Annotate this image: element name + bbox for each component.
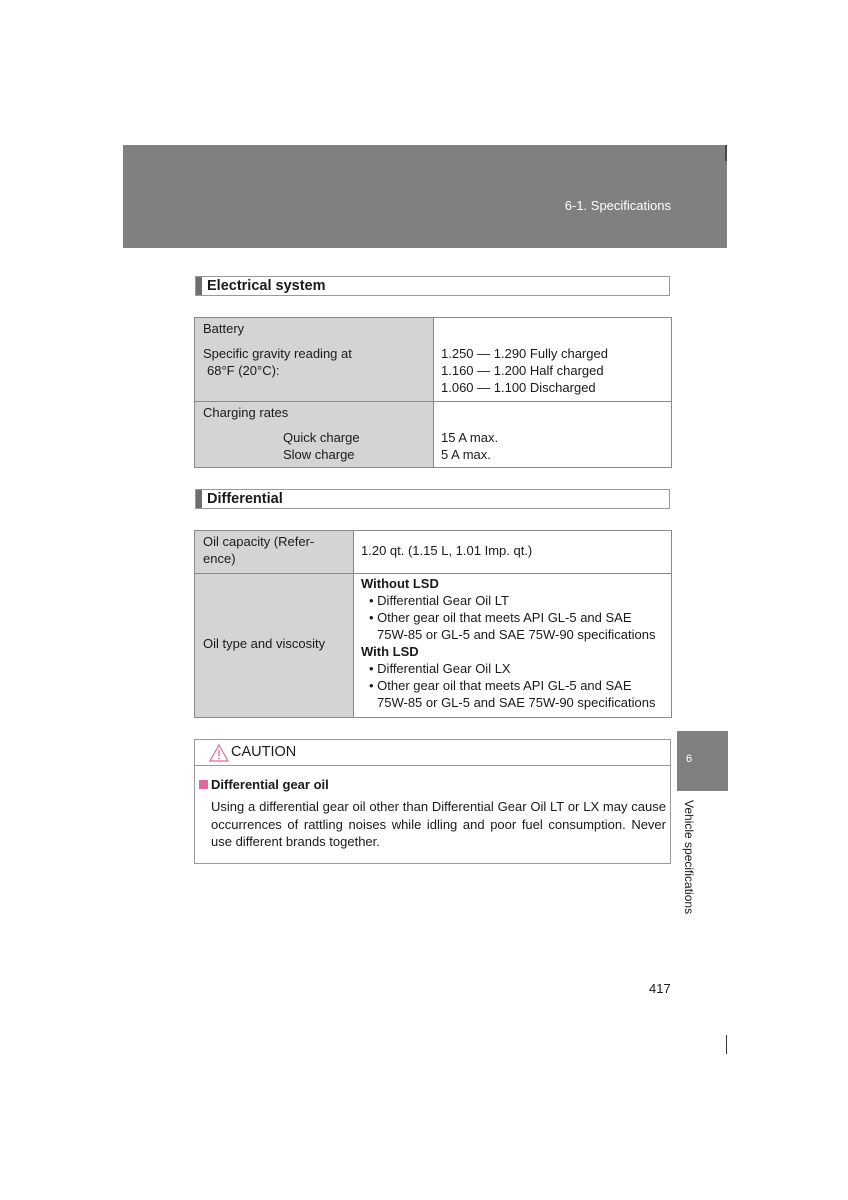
caution-box: [194, 739, 671, 864]
quick-charge-value: 15 A max.: [441, 430, 499, 445]
warning-triangle-icon: [209, 744, 229, 762]
specific-gravity-label: Specific gravity reading at: [203, 346, 352, 361]
oil-type-values-cell: [354, 574, 672, 718]
without-lsd-item: • Other gear oil that meets API GL-5 and SAE: [369, 610, 632, 625]
electrical-system-heading: [195, 276, 670, 296]
heading-bar: [196, 490, 202, 508]
differential-heading-text: Differential: [207, 491, 283, 507]
page-number: 417: [649, 981, 671, 996]
oil-capacity-label-line2: ence): [203, 551, 236, 566]
header-edge-mark: [725, 145, 727, 161]
without-lsd-item: 75W-85 or GL-5 and SAE 75W-90 specifications: [377, 627, 656, 642]
caution-subheading-text: Differential gear oil: [211, 777, 329, 792]
electrical-system-table: [194, 317, 672, 468]
slow-charge-label: Slow charge: [283, 447, 355, 462]
with-lsd-heading: With LSD: [361, 644, 419, 659]
section-label: 6-1. Specifications: [564, 198, 671, 213]
battery-label-cell: [195, 318, 434, 402]
oil-type-label: Oil type and viscosity: [203, 636, 326, 651]
specific-gravity-temp-label: 68°F (20°C):: [207, 363, 280, 378]
quick-charge-label: Quick charge: [283, 430, 360, 445]
chapter-number: 6: [686, 753, 693, 765]
differential-heading: [195, 489, 670, 509]
with-lsd-item: • Other gear oil that meets API GL-5 and SAE: [369, 678, 632, 693]
caution-header: [195, 740, 670, 766]
oil-capacity-value: 1.20 qt. (1.15 L, 1.01 Imp. qt.): [361, 543, 533, 558]
differential-table: [194, 530, 672, 718]
caution-body-text: Using a differential gear oil other than Differential Gear Oil LT or LX may cause occurrences of rattling noises while idling and poor fuel consumption. Never use different brands together.: [211, 799, 666, 849]
electrical-system-heading-text: Electrical system: [207, 278, 326, 294]
chapter-side-label: Vehicle specifications: [682, 800, 696, 915]
gravity-half-charged: 1.160 — 1.200 Half charged: [441, 363, 604, 378]
without-lsd-heading: Without LSD: [361, 576, 439, 591]
charging-rates-values-cell: [434, 402, 672, 468]
without-lsd-item: • Differential Gear Oil LT: [369, 593, 509, 608]
heading-bar: [196, 277, 202, 295]
page-edge-mark: [726, 1035, 727, 1054]
gravity-discharged: 1.060 — 1.100 Discharged: [441, 380, 596, 395]
table-row: [195, 402, 672, 468]
specific-gravity-values-cell: [434, 318, 672, 402]
slow-charge-value: 5 A max.: [441, 447, 491, 462]
charging-rates-label: Charging rates: [203, 405, 289, 420]
battery-label: Battery: [203, 321, 245, 336]
gravity-fully-charged: 1.250 — 1.290 Fully charged: [441, 346, 608, 361]
with-lsd-item: 75W-85 or GL-5 and SAE 75W-90 specifications: [377, 695, 656, 710]
oil-capacity-label-cell: [195, 531, 354, 574]
chapter-header-band: [123, 145, 727, 248]
table-row: [195, 318, 672, 402]
pink-square-bullet-icon: [199, 780, 208, 789]
oil-capacity-value-cell: [354, 531, 672, 574]
charging-rates-label-cell: [195, 402, 434, 468]
caution-title: CAUTION: [231, 744, 297, 760]
chapter-side-tab: [677, 731, 728, 791]
table-row: [195, 531, 672, 574]
with-lsd-item: • Differential Gear Oil LX: [369, 661, 511, 676]
oil-capacity-label-line1: Oil capacity (Refer-: [203, 534, 315, 549]
table-row: [195, 574, 672, 718]
oil-type-label-cell: [195, 574, 354, 718]
caution-subheading: [199, 777, 329, 792]
